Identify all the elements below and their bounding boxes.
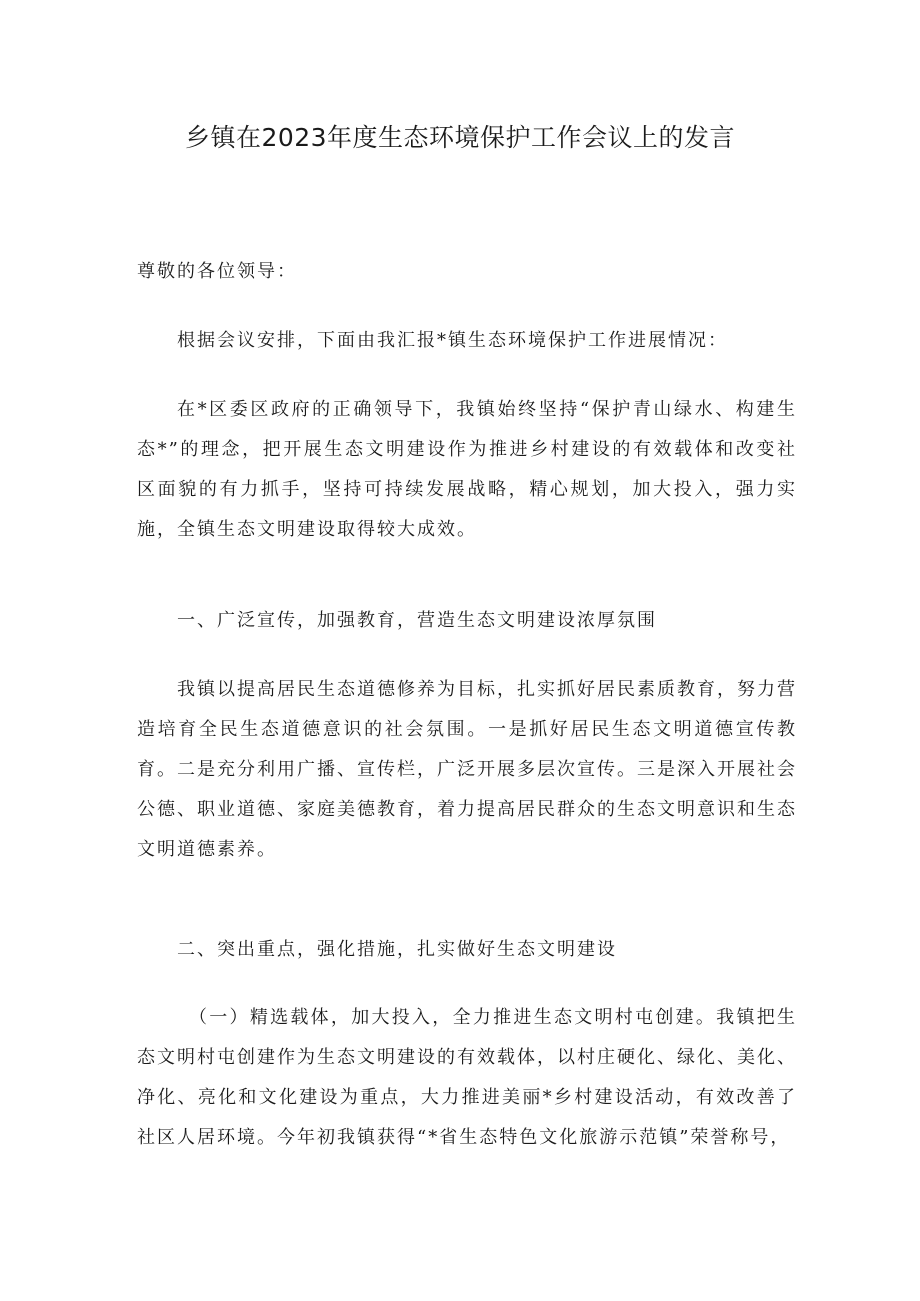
salutation: 尊敬的各位领导： xyxy=(137,261,297,282)
paragraph-overview: 在*区委区政府的正确领导下，我镇始终坚持“保护青山绿水、构建生态*”的理念，把开展生态文明建设作为推进乡村建设的有效载体和改变社区面貌的有力抓手，坚持可持续发展战略，精心规划，加大投入，强力实施，全镇生态文明建设取得较大成效。 xyxy=(137,399,797,540)
section-heading-1: 一、广泛宣传，加强教育，营造生态文明建设浓厚氛围 xyxy=(177,610,657,631)
document-title: 乡镇在2023年度生态环境保护工作会议上的发言 xyxy=(184,123,736,152)
section-heading-2: 二、突出重点，强化措施，扎实做好生态文明建设 xyxy=(177,939,617,960)
paragraph-section-1: 我镇以提高居民生态道德修养为目标，扎实抓好居民素质教育，努力营造培育全民生态道德意识的社会氛围。一是抓好居民生态文明道德宣传教育。二是充分利用广播、宣传栏，广泛开展多层次宣传。三是深入开展社会公德、职业道德、家庭美德教育，着力提高居民群众的生态文明意识和生态文明道德素养。 xyxy=(137,679,797,860)
paragraph-intro: 根据会议安排，下面由我汇报*镇生态环境保护工作进展情况： xyxy=(177,330,728,351)
paragraph-section-2-item-1: （一）精选载体，加大投入，全力推进生态文明村屯创建。我镇把生态文明村屯创建作为生态文明建设的有效载体，以村庄硬化、绿化、美化、净化、亮化和文化建设为重点，大力推进美丽*乡村建设活动，有效改善了社区人居环境。今年初我镇获得“*省生态特色文化旅游示范镇”荣誉称号， xyxy=(137,1007,797,1148)
